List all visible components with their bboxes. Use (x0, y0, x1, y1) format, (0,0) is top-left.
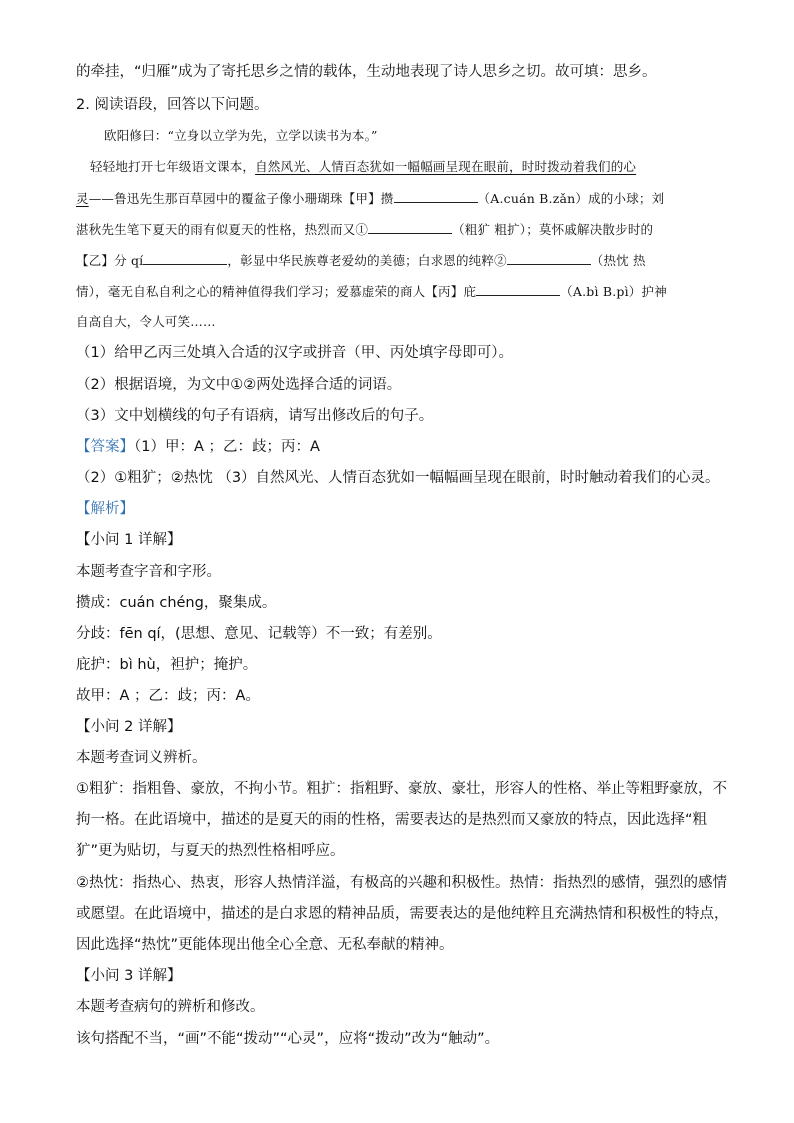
answer-tag: 【答案】 (76, 439, 134, 455)
top-line: 的牵挂，“归雁”成为了寄托思乡之情的载体，生动地表现了诗人思乡之切。故可填：思乡。 (76, 64, 657, 80)
analysis-tag: 【解析】 (76, 501, 134, 517)
sub3-line: 本题考查病句的辨析和修改。 (76, 999, 265, 1015)
answer-1: （1）甲：A ；乙：歧；丙：A (134, 439, 320, 455)
passage-l5-opt: （A.bì B.pì）护神 (560, 284, 667, 299)
passage-l4-pre: 【乙】分 qí (76, 253, 144, 268)
sub1-heading: 【小问 1 详解】 (76, 532, 182, 548)
passage-l2-post: ——鲁迅先生那百草园中的覆盆子像小珊瑚珠【甲】攒 (88, 191, 394, 206)
question-2: （2）根据语境，为文中①②两处选择合适的词语。 (76, 377, 402, 393)
blank-1[interactable] (368, 219, 452, 234)
underlined-sentence-part-1: 自然风光、人情百态犹如一幅幅画呈现在眼前，时时拨动着我们的心 (255, 159, 637, 174)
passage-l4-opt: （热忱 热 (590, 253, 646, 268)
question-2-title: 2. 阅读语段，回答以下问题。 (76, 97, 269, 113)
answer-line-1 (76, 437, 320, 457)
passage-line-5 (76, 281, 667, 302)
passage-l3-pre: 湛秋先生笔下夏天的雨有似夏天的性格，热烈而又① (76, 222, 369, 237)
passage-line-3 (76, 219, 653, 240)
blank-jia[interactable] (394, 188, 478, 203)
sub2-heading: 【小问 2 详解】 (76, 719, 182, 735)
passage-l1-pre: 轻轻地打开七年级语文课本， (90, 159, 256, 174)
passage-line-1 (90, 157, 636, 177)
passage-l5: 情），毫无自私自利之心的精神值得我们学习；爱慕虚荣的商人【丙】庇 (76, 284, 477, 299)
passage-l3-opt: （粗犷 粗扩）；莫怀戚解决散步时的 (452, 222, 654, 237)
question-1: （1）给甲乙丙三处填入合适的汉字或拼音（甲、丙处填字母即可）。 (76, 345, 513, 361)
sub2-line: 犷”更为贴切，与夏天的热烈性格相呼应。 (76, 843, 345, 859)
sub3-line: 该句搭配不当，“画”不能“拨动”“心灵”，应将“拨动”改为“触动”。 (76, 1031, 500, 1047)
sub1-line: 分歧：fēn qí，(思想、意见、记载等）不一致；有差别。 (76, 626, 442, 642)
passage-line-4 (76, 250, 646, 271)
sub1-line: 攒成：cuán chéng，聚集成。 (76, 595, 277, 611)
passage-line-6: 自高自大，令人可笑…… (76, 314, 216, 329)
sub2-line: ①粗犷：指粗鲁、豪放，不拘小节。粗扩：指粗野、豪放、豪壮，形容人的性格、举止等粗野豪放，不 (76, 781, 727, 797)
sub2-line: 因此选择“热忱”更能体现出他全心全意、无私奉献的精神。 (76, 937, 454, 953)
passage-line-2 (76, 188, 664, 209)
sub2-line: ②热忱：指热心、热衷，形容人热情洋溢，有极高的兴趣和积极性。热情：指热烈的感情，强烈的感情 (76, 875, 727, 891)
question-3: （3）文中划横线的句子有语病，请写出修改后的句子。 (76, 408, 434, 424)
blank-2[interactable] (507, 250, 591, 265)
passage-quote: 欧阳修曰：“立身以立学为先，立学以读书为本。” (104, 128, 378, 143)
sub1-line: 本题考查字音和字形。 (76, 564, 221, 580)
underlined-sentence-part-2: 灵 (76, 191, 89, 206)
sub2-line: 本题考查词义辨析。 (76, 750, 207, 766)
blank-yi[interactable] (143, 250, 227, 265)
answer-line-2: （2）①粗犷；②热忱 （3）自然风光、人情百态犹如一幅幅画呈现在眼前，时时触动着我们的心灵。 (76, 470, 720, 486)
blank-bing[interactable] (476, 281, 560, 296)
passage-l2-opt: （A.cuán B.zǎn）成的小球；刘 (477, 191, 665, 206)
sub1-line: 庇护：bì hù，袒护；掩护。 (76, 657, 258, 673)
sub1-line: 故甲：A ；乙：歧；丙：A。 (76, 688, 260, 704)
passage-l4-post: ，彰显中华民族尊老爱幼的美德；白求恩的纯粹② (227, 253, 507, 268)
sub2-line: 或愿望。在此语境中，描述的是白求恩的精神品质，需要表达的是他纯粹且充满热情和积极性的特点， (76, 906, 729, 922)
sub2-line: 拘一格。在此语境中，描述的是夏天的雨的性格，需要表达的是热烈而又豪放的特点，因此选择“粗 (76, 812, 708, 828)
sub3-heading: 【小问 3 详解】 (76, 968, 182, 984)
